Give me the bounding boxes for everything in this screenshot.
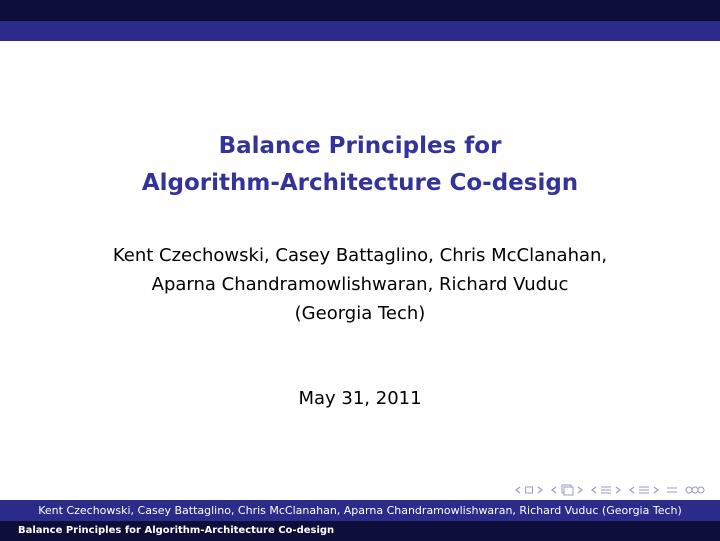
nav-slide-group xyxy=(628,484,660,496)
nav-section-group xyxy=(590,484,622,496)
nav-search-icon[interactable] xyxy=(684,484,706,496)
affiliation: (Georgia Tech) xyxy=(294,303,426,324)
authors-block xyxy=(0,241,720,328)
authors-line-1: Kent Czechowski, Casey Battaglino, Chris McClanahan, xyxy=(112,245,608,266)
nav-section-right-icon[interactable] xyxy=(614,485,622,495)
nav-subsection-icon xyxy=(560,484,574,496)
nav-align-icon[interactable] xyxy=(666,484,678,496)
nav-subsection-left-icon[interactable] xyxy=(550,485,558,495)
nav-frame-icon xyxy=(524,485,534,495)
title-block xyxy=(0,128,720,202)
header-band-dark xyxy=(0,0,720,21)
nav-section-icon xyxy=(600,484,612,496)
authors-line-2: Aparna Chandramowlishwaran, Richard Vuduc xyxy=(151,274,569,295)
nav-section-left-icon[interactable] xyxy=(590,485,598,495)
navigation-bar xyxy=(514,481,706,499)
nav-frame-left-icon[interactable] xyxy=(514,485,522,495)
footer-title-bar: Balance Principles for Algorithm-Architecture Co-design xyxy=(0,521,720,541)
nav-subsection-right-icon[interactable] xyxy=(576,485,584,495)
nav-slide-right-icon[interactable] xyxy=(652,485,660,495)
title-line-1: Balance Principles for xyxy=(218,133,502,159)
presentation-date: May 31, 2011 xyxy=(298,388,422,409)
nav-subsection-group xyxy=(550,484,584,496)
header-band-blue xyxy=(0,21,720,41)
nav-slide-icon xyxy=(638,484,650,496)
nav-frame-right-icon[interactable] xyxy=(536,485,544,495)
footer-authors-bar: Kent Czechowski, Casey Battaglino, Chris McClanahan, Aparna Chandramowlishwaran, Richard Vuduc (Georgia Tech) xyxy=(0,500,720,521)
nav-frame-group xyxy=(514,485,544,495)
title-line-2: Algorithm-Architecture Co-design xyxy=(141,170,579,196)
nav-slide-left-icon[interactable] xyxy=(628,485,636,495)
